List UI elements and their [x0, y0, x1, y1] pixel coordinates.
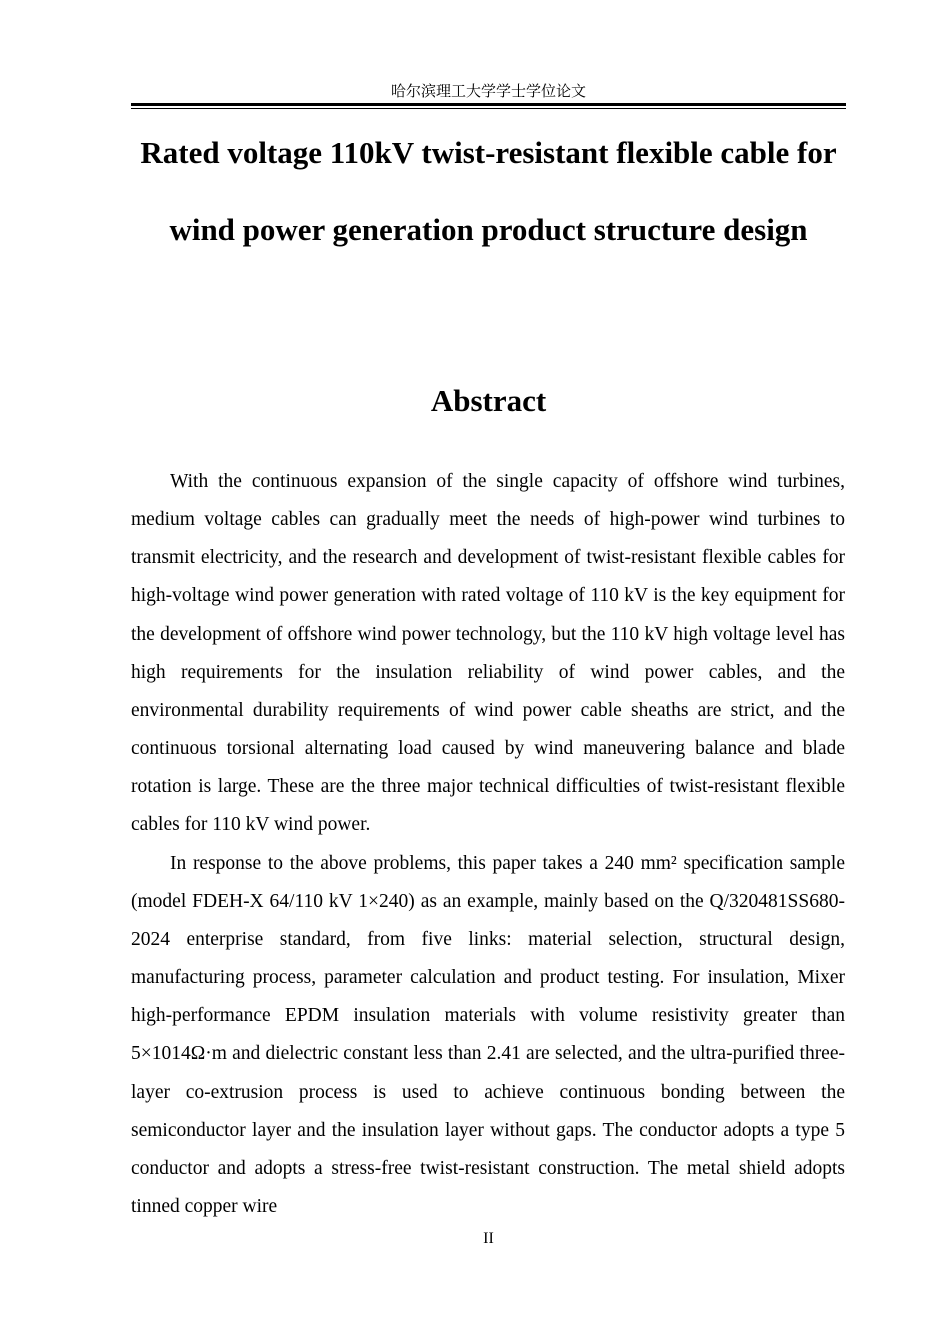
page-number: II	[483, 1230, 494, 1247]
abstract-paragraph-1: With the continuous expansion of the single capacity of offshore wind turbines, medium voltage cables can gradually meet the needs of high-power wind turbines to transmit electricity, and the research and development of twist-resistant flexible cables for high-voltage wind power generation with rated voltage of 110 kV is the key equipment for the development of offshore wind power technology, but the 110 kV high voltage level has high requirements for the insulation reliability of wind power cables, and the environmental durability requirements of wind power cable sheaths are strict, and the continuous torsional alternating load caused by wind maneuvering balance and blade rotation is large. These are the three major technical difficulties of twist-resistant flexible cables for 110 kV wind power.	[131, 471, 845, 836]
running-header: 哈尔滨理工大学学士学位论文	[390, 82, 586, 100]
abstract-heading: Abstract	[430, 383, 547, 418]
header-rule-thick	[131, 103, 846, 106]
abstract-paragraph-2: In response to the above problems, this paper takes a 240 mm² specification sample (model FDEH-X 64/110 kV 1×240) as an example, mainly based on the Q/320481SS680-2024 enterprise standard, from five links: material selection, structural design, manufacturing process, parameter calculation and product testing. For insulation, Mixer high-performance EPDM insulation materials with volume resistivity greater than 5×1014Ω·m and dielectric constant less than 2.41 are selected, and the ultra-purified three-layer co-extrusion process is used to achieve continuous bonding between the semiconductor layer and the insulation layer without gaps. The conductor adopts a type 5 conductor and adopts a stress-free twist-resistant construction. The metal shield adopts tinned copper wire	[131, 852, 845, 1217]
paper-title: Rated voltage 110kV twist-resistant flexible cable for wind power generation product structure design	[140, 135, 837, 247]
abstract-body	[131, 463, 845, 1226]
header-rule-thin	[131, 108, 846, 109]
